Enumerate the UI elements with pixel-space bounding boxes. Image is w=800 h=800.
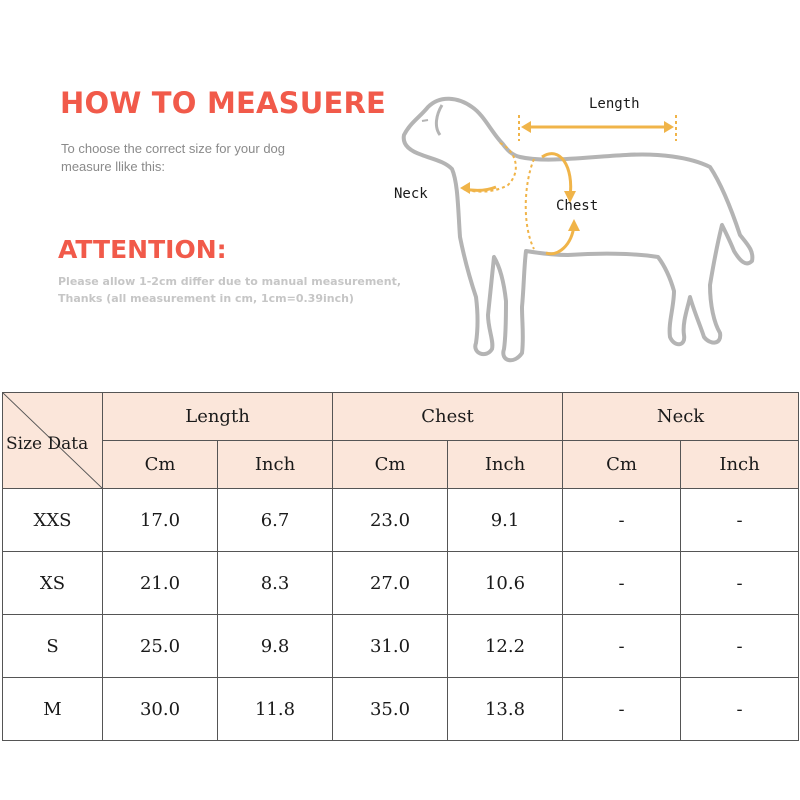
- value-cell: -: [563, 489, 681, 552]
- size-data-corner-cell: [3, 393, 103, 489]
- size-cell: S: [3, 615, 103, 678]
- table-header-row: [3, 393, 799, 441]
- table-unit-row: [3, 441, 799, 489]
- value-cell: -: [681, 489, 799, 552]
- attention-line: Thanks (all measurement in cm, 1cm=0.39inch): [58, 292, 354, 305]
- attention-note: [58, 273, 401, 307]
- value-cell: 17.0: [103, 489, 218, 552]
- size-cell: XXS: [3, 489, 103, 552]
- value-cell: 30.0: [103, 678, 218, 741]
- value-cell: 9.8: [218, 615, 333, 678]
- length-label: Length: [589, 96, 640, 112]
- value-cell: 35.0: [333, 678, 448, 741]
- how-to-measure-heading: HOW TO MEASUERE: [60, 86, 387, 120]
- value-cell: -: [681, 615, 799, 678]
- length-indicator: [519, 115, 676, 141]
- dog-eye: [422, 120, 428, 121]
- dog-measurement-diagram: [388, 85, 758, 370]
- value-cell: 8.3: [218, 552, 333, 615]
- value-cell: 11.8: [218, 678, 333, 741]
- attention-line: Please allow 1-2cm differ due to manual measurement,: [58, 275, 402, 288]
- column-group-neck: Neck: [563, 393, 799, 441]
- size-cell: XS: [3, 552, 103, 615]
- value-cell: 9.1: [448, 489, 563, 552]
- table-row: [3, 678, 799, 741]
- value-cell: 27.0: [333, 552, 448, 615]
- size-chart-table: [2, 392, 799, 741]
- unit-header: Cm: [563, 441, 681, 489]
- size-data-label: Size Data: [6, 434, 89, 454]
- unit-header: Inch: [218, 441, 333, 489]
- unit-header: Inch: [448, 441, 563, 489]
- value-cell: 21.0: [103, 552, 218, 615]
- instructions-text: [61, 140, 361, 176]
- column-group-chest: Chest: [333, 393, 563, 441]
- value-cell: 31.0: [333, 615, 448, 678]
- value-cell: -: [563, 552, 681, 615]
- value-cell: 10.6: [448, 552, 563, 615]
- dog-ear: [436, 105, 442, 135]
- value-cell: 12.2: [448, 615, 563, 678]
- table-row: [3, 615, 799, 678]
- value-cell: -: [563, 615, 681, 678]
- neck-label: Neck: [394, 186, 428, 202]
- value-cell: -: [563, 678, 681, 741]
- attention-heading: ATTENTION:: [58, 235, 227, 264]
- instructions-line: measure llike this:: [61, 159, 166, 174]
- table-row: [3, 489, 799, 552]
- value-cell: 13.8: [448, 678, 563, 741]
- value-cell: 6.7: [218, 489, 333, 552]
- chest-label: Chest: [556, 198, 599, 214]
- value-cell: -: [681, 678, 799, 741]
- unit-header: Cm: [333, 441, 448, 489]
- unit-header: Cm: [103, 441, 218, 489]
- value-cell: -: [681, 552, 799, 615]
- unit-header: Inch: [681, 441, 799, 489]
- instructions-line: To choose the correct size for your dog: [61, 141, 286, 156]
- table-row: [3, 552, 799, 615]
- value-cell: 25.0: [103, 615, 218, 678]
- value-cell: 23.0: [333, 489, 448, 552]
- size-cell: M: [3, 678, 103, 741]
- column-group-length: Length: [103, 393, 333, 441]
